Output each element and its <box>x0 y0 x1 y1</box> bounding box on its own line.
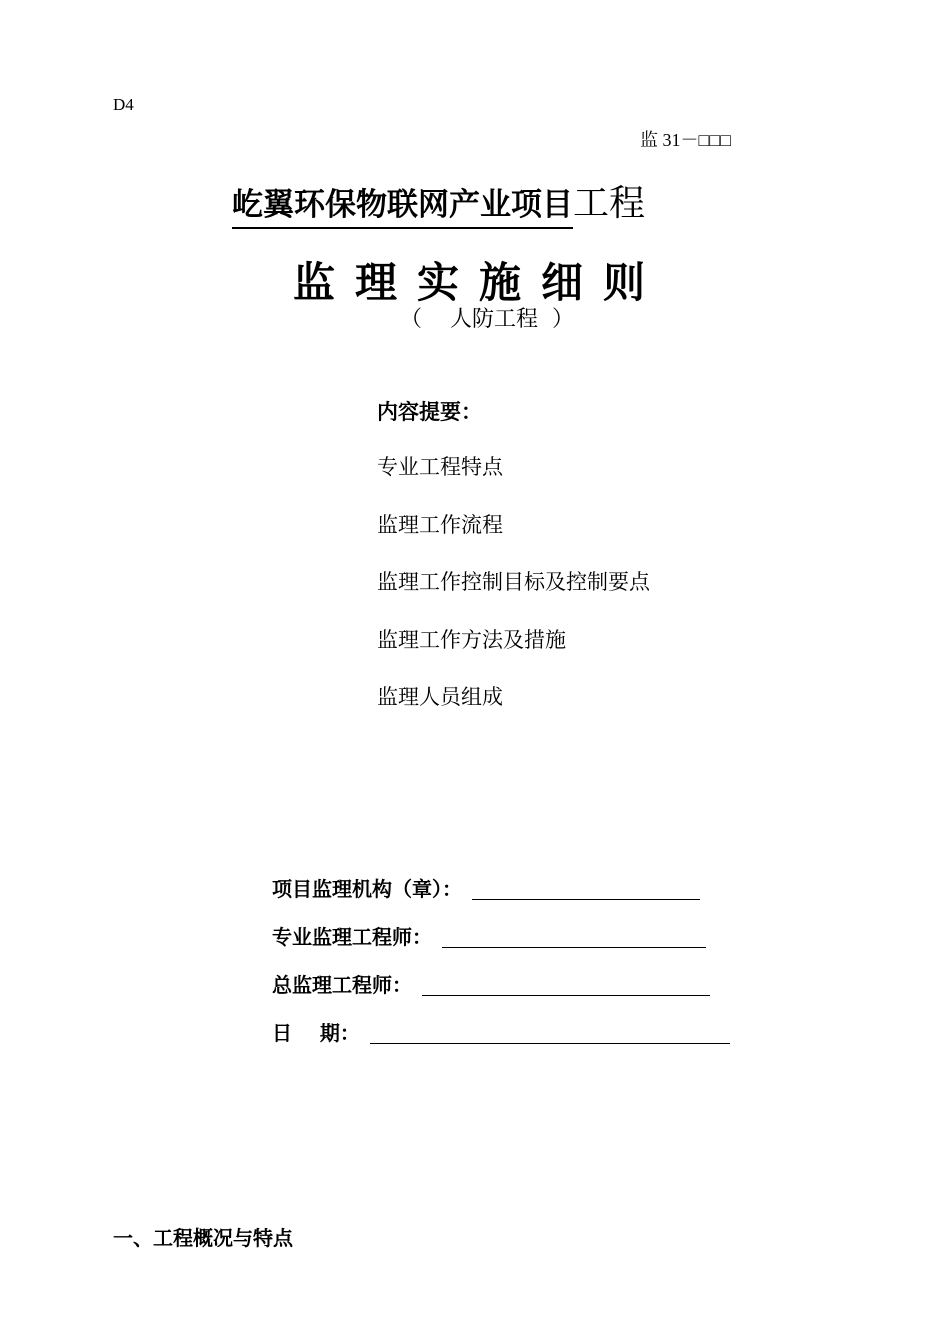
signature-label: 专业监理工程师： <box>272 925 432 949</box>
signature-label: 总监理工程师： <box>272 973 412 997</box>
subtitle: （ 人防工程 ） <box>400 307 574 332</box>
signature-blank <box>472 873 700 900</box>
contents-item: 监理工作流程 <box>377 512 503 537</box>
contents-list <box>377 452 650 740</box>
contents-item: 专业工程特点 <box>377 455 503 479</box>
signature-blank <box>422 969 710 996</box>
contents-item: 监理人员组成 <box>377 685 503 709</box>
contents-item: 监理工作方法及措施 <box>377 627 566 652</box>
section-heading: 一、工程概况与特点 <box>113 1226 293 1250</box>
signature-row-chief <box>272 966 710 998</box>
signature-blank <box>370 1017 730 1044</box>
signature-blank <box>442 921 706 948</box>
document-code: D4 <box>113 95 134 114</box>
contents-item: 监理工作控制目标及控制要点 <box>377 570 650 594</box>
signature-row-date <box>272 1014 730 1046</box>
signature-label: 项目监理机构（章）： <box>272 877 462 901</box>
main-title: 监理实施细则 <box>292 258 665 307</box>
contents-heading: 内容提要： <box>377 400 482 424</box>
project-suffix: 工程 <box>573 183 646 224</box>
project-title <box>232 178 752 236</box>
project-name: 屹翼环保物联网产业项目 <box>232 183 573 229</box>
signature-row-specialist <box>272 918 706 950</box>
form-number: 监 31－□□□ <box>640 130 732 150</box>
signature-row-agency <box>272 870 700 902</box>
signature-label: 日 期： <box>272 1021 360 1045</box>
